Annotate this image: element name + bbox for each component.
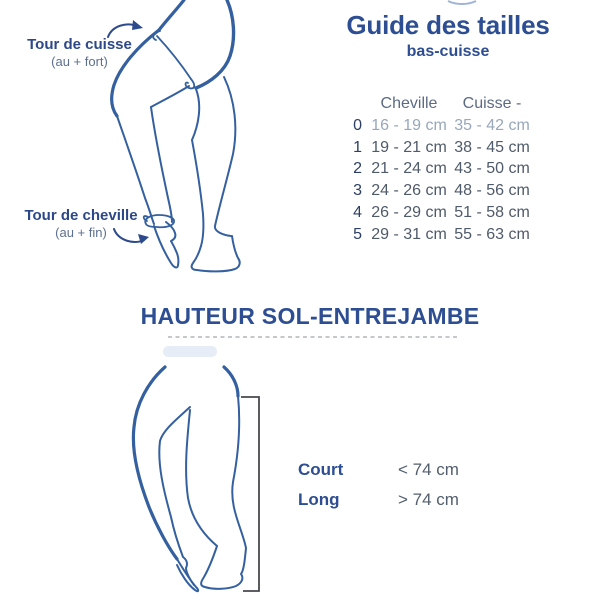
cell-ankle: 16 - 19 cm <box>371 117 447 134</box>
fit-label: Long <box>298 490 340 509</box>
ankle-annotation <box>16 207 146 241</box>
ankle-band <box>144 215 174 227</box>
cell-ankle: 24 - 26 cm <box>371 182 447 200</box>
thigh-annotation-label: Tour de cuisse <box>27 36 132 53</box>
cell-thigh: 48 - 56 cm <box>454 182 530 200</box>
cropped-arc-artifact <box>448 1 476 4</box>
cell-size: 3 <box>353 182 362 200</box>
soft-highlight <box>163 346 217 357</box>
table-row <box>340 180 530 202</box>
thigh-arrow-icon <box>108 20 143 37</box>
cell-ankle: 21 - 24 cm <box>371 160 447 178</box>
lower-legs-drawing <box>133 367 246 591</box>
header-size <box>340 93 362 114</box>
cell-size: 4 <box>353 203 362 221</box>
thigh-annotation <box>17 36 142 70</box>
table-row <box>340 137 530 159</box>
fit-value: > 74 cm <box>398 490 459 509</box>
floor-to-crotch-bracket <box>241 397 259 591</box>
table-row <box>340 158 530 180</box>
section-title: HAUTEUR SOL-ENTREJAMBE <box>140 303 480 329</box>
title-block <box>323 10 573 61</box>
fit-value: < 74 cm <box>398 460 459 479</box>
cell-thigh: 51 - 58 cm <box>454 203 530 221</box>
cell-size: 1 <box>353 138 362 156</box>
thigh-band <box>153 31 194 88</box>
fit-row-court <box>298 460 459 490</box>
cell-thigh: 38 - 45 cm <box>454 138 530 156</box>
ankle-annotation-hint: (au + fin) <box>55 225 107 240</box>
cell-ankle: 29 - 31 cm <box>371 225 447 243</box>
size-table-header <box>340 93 530 114</box>
table-row <box>340 224 530 246</box>
fit-length-list <box>298 460 459 520</box>
header-thigh: Cuisse - <box>462 95 522 112</box>
cell-size: 0 <box>353 117 362 134</box>
header-ankle: Cheville <box>380 95 438 112</box>
thigh-annotation-hint: (au + fort) <box>51 54 108 69</box>
table-row <box>340 202 530 224</box>
cell-thigh: 55 - 63 cm <box>454 225 530 243</box>
table-row <box>340 115 530 137</box>
fit-row-long <box>298 490 459 520</box>
cell-ankle: 26 - 29 cm <box>371 203 447 221</box>
cell-ankle: 19 - 21 cm <box>371 138 447 156</box>
cell-size: 2 <box>353 160 362 178</box>
page-subtitle: bas-cuisse <box>406 43 490 60</box>
cell-size: 5 <box>353 225 362 243</box>
fit-label: Court <box>298 460 344 479</box>
cell-thigh: 35 - 42 cm <box>454 117 530 134</box>
size-table <box>340 93 530 245</box>
page-title: Guide des tailles <box>346 10 550 40</box>
cell-thigh: 43 - 50 cm <box>454 160 530 178</box>
ankle-annotation-label: Tour de cheville <box>24 207 138 224</box>
